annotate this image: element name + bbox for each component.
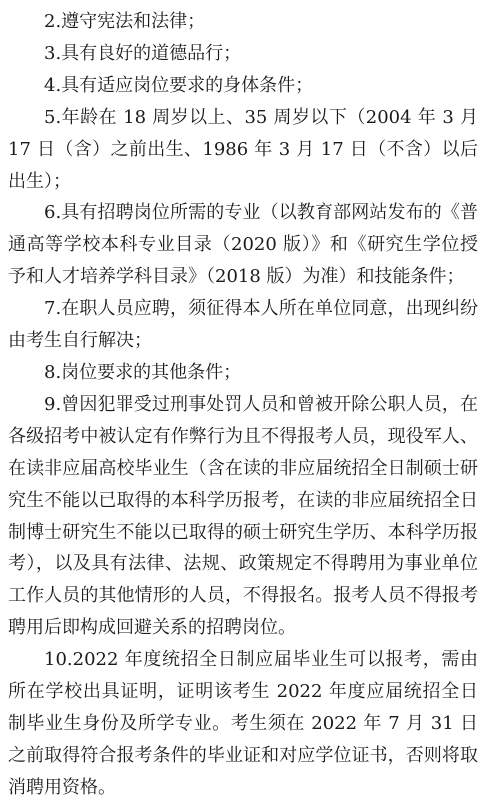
- paragraph-item-4: 4.具有适应岗位要求的身体条件；: [44, 74, 314, 96]
- paragraph-item-7: 7.在职人员应聘，须征得本人所在单位同意，出现纠纷由考生自行解决；: [8, 298, 478, 352]
- paragraph-item-9: 9.曾因犯罪受过刑事处罚人员和曾被开除公职人员，在各级招考中被认定有作弊行为且不得报考人员，现役军人、在读非应届高校毕业生（含在读的非应届统招全日制硕士研究生不能以已取得的本科学历报考，在读的非应届统招全日制博士研究生不能以已取得的硕士研究生学历、本科学历报考），以及具有法律、法规、政策规定不得聘用为事业单位工作人员的其他情形的人员，不得报名。报考人员不得报考聘用后即构成回避关系的招聘岗位。: [8, 393, 478, 639]
- paragraph-item-2: 2.遵守宪法和法律；: [44, 11, 206, 32]
- paragraph-item-6: 6.具有招聘岗位所需的专业（以教育部网站发布的《普通高等学校本科专业目录（2020 版）》和《研究生学位授予和人才培养学科目录》（2018 版）为准）和技能条件；: [8, 202, 478, 288]
- document-body: [8, 6, 478, 804]
- paragraph-item-8: 8.岗位要求的其他条件；: [44, 361, 242, 383]
- paragraph-item-5: 5.年龄在 18 周岁以上、35 周岁以下（2004 年 3 月 17 日（含）之前出生、1986 年 3 月 17 日（不含）以后出生）；: [8, 106, 478, 192]
- paragraph-item-10: 10.2022 年度统招全日制应届毕业生可以报考，需由所在学校出具证明，证明该考生 2022 年度应届统招全日制毕业生身份及所学专业。考生须在 2022 年 7 月 31 日之前取得符合报考条件的毕业证和对应学位证书，否则将取消聘用资格。: [8, 649, 478, 798]
- paragraph-item-3: 3.具有良好的道德品行；: [44, 42, 242, 64]
